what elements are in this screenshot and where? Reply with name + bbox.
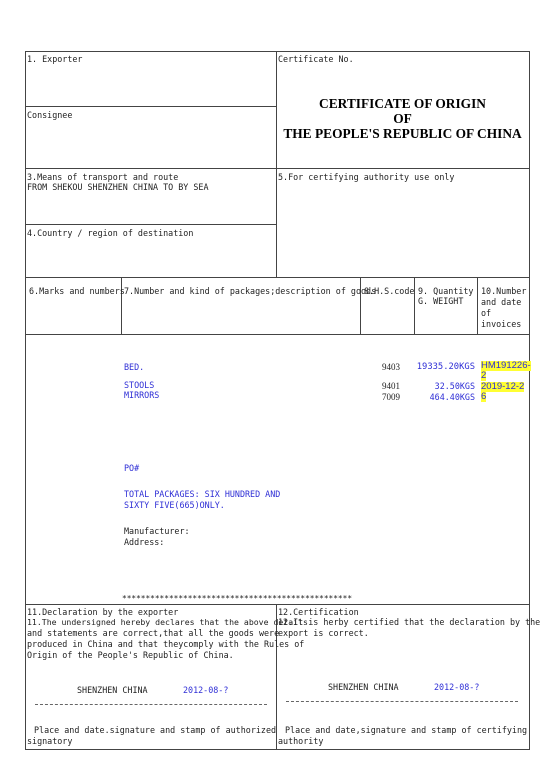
- border-top: [25, 51, 530, 52]
- declaration-date: 2012-08-?: [183, 685, 229, 695]
- certificate-no-label: Certificate No.: [278, 54, 354, 64]
- certification-date: 2012-08-?: [434, 682, 480, 692]
- transport-label: 3.Means of transport and route: [27, 172, 179, 182]
- total-packages-line2: SIXTY FIVE(665)ONLY.: [124, 500, 225, 510]
- total-packages-line1: TOTAL PACKAGES: SIX HUNDRED AND: [124, 489, 281, 499]
- divider-consignee-transport: [25, 168, 530, 169]
- col-divider-9-10: [477, 277, 478, 334]
- invoice-number-line1: HM191226-: [481, 360, 531, 371]
- goods-description-mirrors: MIRRORS: [124, 390, 160, 400]
- goods-hs-code-mirrors: 7009: [382, 392, 400, 402]
- goods-hs-code-bed: 9403: [382, 362, 400, 372]
- certificate-title-line2: OF: [393, 111, 412, 126]
- invoice-date-line1: 2019-12-2: [481, 381, 525, 392]
- col-header-weight: G. WEIGHT: [418, 296, 464, 306]
- divider-goods-bottom: [25, 604, 530, 605]
- certification-line2: export is correct.: [278, 628, 369, 638]
- certification-signature-line: [286, 701, 518, 702]
- certificate-title-line1: CERTIFICATE OF ORIGIN: [319, 96, 486, 111]
- declaration-line1: 11.The undersigned hereby declares that the above details: [27, 617, 308, 627]
- certification-sign-caption-2: authority: [278, 736, 324, 746]
- declaration-signature-line: [35, 704, 267, 705]
- goods-description-bed: BED.: [124, 362, 145, 372]
- goods-weight-mirrors: 464.40KGS: [429, 392, 475, 402]
- border-right: [529, 51, 530, 749]
- declaration-sign-caption-1: Place and date.signature and stamp of authorized: [34, 725, 277, 735]
- transport-value: FROM SHEKOU SHENZHEN CHINA TO BY SEA: [27, 182, 209, 192]
- invoice-date-line2: 6: [481, 391, 487, 402]
- certification-sign-caption-1: Place and date,signature and stamp of certifying: [285, 725, 528, 735]
- declaration-place: SHENZHEN CHINA: [77, 685, 148, 695]
- manufacturer-label: Manufacturer:: [124, 526, 190, 536]
- goods-description-stools: STOOLS: [124, 380, 155, 390]
- declaration-line2: and statements are correct,that all the goods were: [27, 628, 280, 638]
- divider-exporter-consignee: [25, 106, 276, 107]
- border-bottom: [25, 749, 530, 750]
- goods-hs-code-stools: 9401: [382, 381, 400, 391]
- address-label: Address:: [124, 537, 165, 547]
- col-header-quantity: 9. Quantity: [418, 286, 474, 296]
- certification-heading: 12.Certification: [278, 607, 359, 617]
- col-header-marks: 6.Marks and numbers: [29, 286, 125, 296]
- exporter-label: 1. Exporter: [27, 54, 83, 64]
- col-header-invoice-4: invoices: [481, 319, 522, 329]
- declaration-sign-caption-2: signatory: [27, 736, 73, 746]
- stars-separator: *************************************************: [122, 594, 353, 603]
- certificate-title-line3: THE PEOPLE'S REPUBLIC OF CHINA: [283, 126, 522, 141]
- border-left: [25, 51, 26, 749]
- certification-place: SHENZHEN CHINA: [328, 682, 399, 692]
- po-number: PO#: [124, 463, 140, 473]
- certification-line1: 12.It is herby certified that the declaration by the: [278, 617, 541, 627]
- declaration-heading: 11.Declaration by the exporter: [27, 607, 179, 617]
- divider-header-top: [25, 277, 530, 278]
- consignee-label: Consignee: [27, 110, 73, 120]
- declaration-line4: Origin of the People's Republic of China.: [27, 650, 234, 660]
- col-header-packages: 7.Number and kind of packages;description of goods: [124, 286, 377, 296]
- destination-label: 4.Country / region of destination: [27, 228, 194, 238]
- certifying-authority-label: 5.For certifying authority use only: [278, 172, 455, 182]
- col-header-invoice-1: 10.Number: [481, 286, 527, 296]
- goods-weight-stools: 32.50KGS: [434, 381, 475, 391]
- divider-header-bottom: [25, 334, 530, 335]
- goods-weight-bed: 19335.20KGS: [416, 362, 475, 372]
- invoice-number-line2: 2: [481, 370, 487, 381]
- divider-center-top: [276, 51, 277, 277]
- declaration-line3: produced in China and that theycomply with the Rules of: [27, 639, 305, 649]
- col-header-invoice-3: of: [481, 308, 492, 318]
- col-header-invoice-2: and date: [481, 297, 522, 307]
- divider-transport-destination: [25, 224, 276, 225]
- col-header-hs-code: 8.H.S.code: [364, 286, 415, 296]
